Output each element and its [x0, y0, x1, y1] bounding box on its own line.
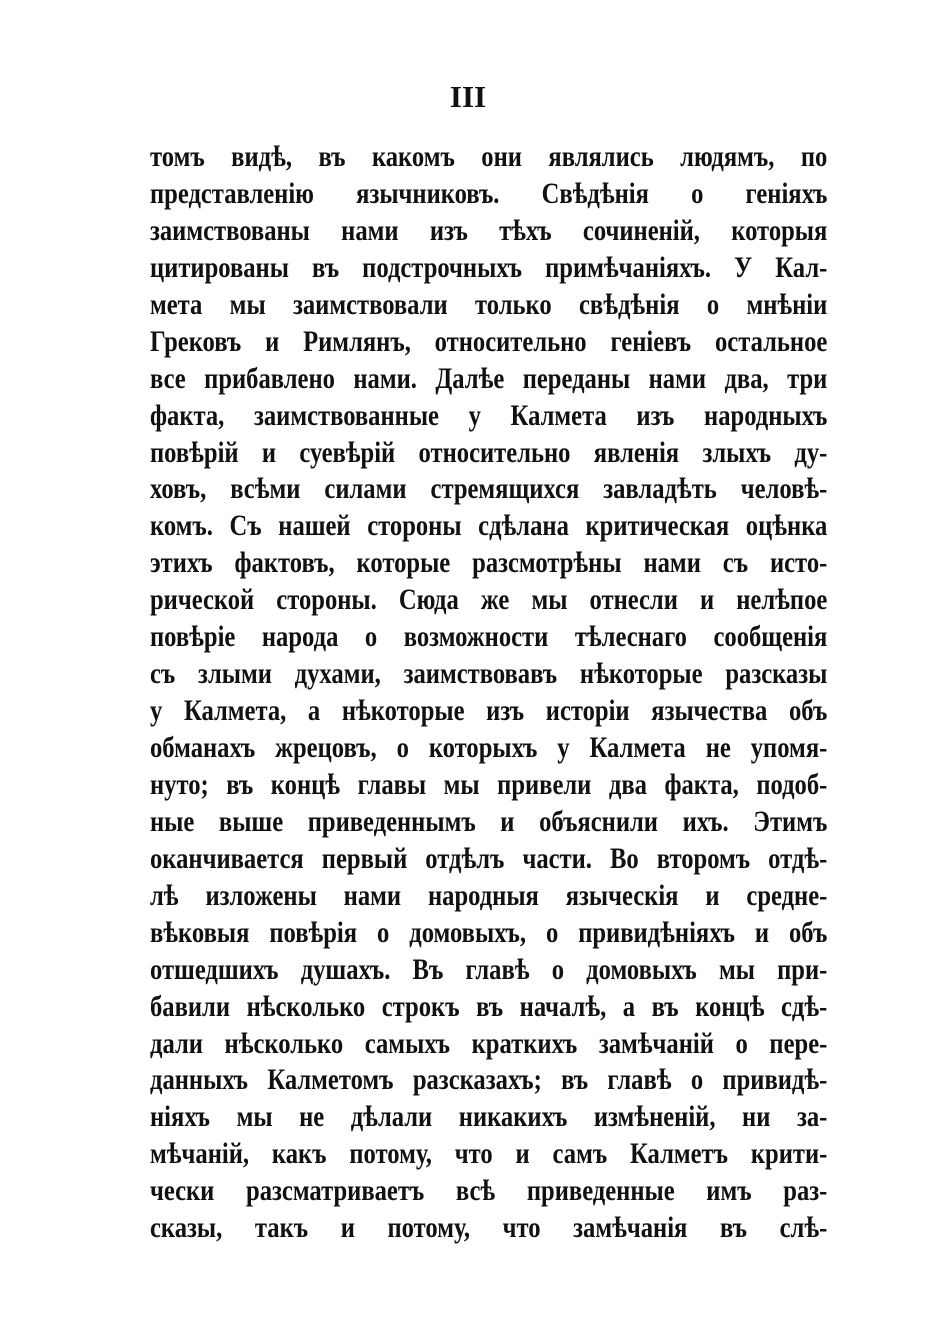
text-line: сказы, такъ и потому, что замѣчанія въ слѣ-: [150, 1211, 828, 1245]
text-line: чески разсматриваетъ всѣ приведенные имъ раз-: [150, 1174, 828, 1208]
text-line: ные выше приведеннымъ и объяснили ихъ. Этимъ: [150, 804, 828, 838]
text-line: нуто; въ концѣ главы мы привели два факта, подоб-: [150, 767, 828, 801]
text-line: вѣковыя повѣрія о домовыхъ, о привидѣніяхъ и объ: [150, 915, 828, 949]
text-line: рической стороны. Сюда же мы отнесли и нелѣпое: [150, 583, 828, 617]
text-line: бавили нѣсколько строкъ въ началѣ, а въ концѣ сдѣ-: [150, 989, 828, 1023]
text-line: у Калмета, а нѣкоторые изъ исторіи язычества объ: [150, 694, 828, 728]
text-line: повѣріе народа о возможности тѣлеснаго сообщенія: [150, 620, 828, 654]
text-line: дали нѣсколько самыхъ краткихъ замѣчаній о пере-: [150, 1026, 828, 1060]
text-line: ніяхъ мы не дѣлали никакихъ измѣненій, ни за-: [150, 1100, 828, 1134]
text-line: этихъ фактовъ, которые разсмотрѣны нами съ исто-: [150, 546, 828, 580]
text-line: мѣчаній, какъ потому, что и самъ Калметъ крити-: [150, 1137, 828, 1171]
text-line: цитированы въ подстрочныхъ примѣчаніяхъ. У Кал-: [150, 250, 828, 284]
text-line: томъ видѣ, въ какомъ они являлись людямъ, по: [150, 140, 828, 173]
text-line: мета мы заимствовали только свѣдѣнія о мнѣніи: [150, 287, 828, 321]
text-line: все прибавлено нами. Далѣе переданы нами два, три: [150, 361, 828, 395]
text-line: отшедшихъ душахъ. Въ главѣ о домовыхъ мы при-: [150, 952, 828, 986]
page-number: III: [449, 79, 487, 114]
text-line: комъ. Съ нашей стороны сдѣлана критическая оцѣнка: [150, 509, 828, 543]
body-text: [150, 139, 828, 1247]
text-line: ховъ, всѣми силами стремящихся завладѣть человѣ-: [150, 472, 828, 506]
text-line: представленію язычниковъ. Свѣдѣнія о геніяхъ: [150, 176, 828, 210]
text-line: Грековъ и Римлянъ, относительно геніевъ остальное: [150, 324, 828, 358]
text-line: факта, заимствованные у Калмета изъ народныхъ: [150, 398, 828, 432]
text-line: заимствованы нами изъ тѣхъ сочиненій, которыя: [150, 213, 828, 247]
text-line: оканчивается первый отдѣлъ части. Во второмъ отдѣ-: [150, 841, 828, 875]
text-line: данныхъ Калметомъ разсказахъ; въ главѣ о привидѣ-: [150, 1063, 828, 1097]
text-line: съ злыми духами, заимствовавъ нѣкоторые разсказы: [150, 657, 828, 691]
text-line: обманахъ жрецовъ, о которыхъ у Калмета не упомя-: [150, 731, 828, 764]
text-line: повѣрій и суевѣрій относительно явленія злыхъ ду-: [150, 435, 828, 469]
text-line: лѣ изложены нами народныя языческія и средне-: [150, 878, 828, 912]
